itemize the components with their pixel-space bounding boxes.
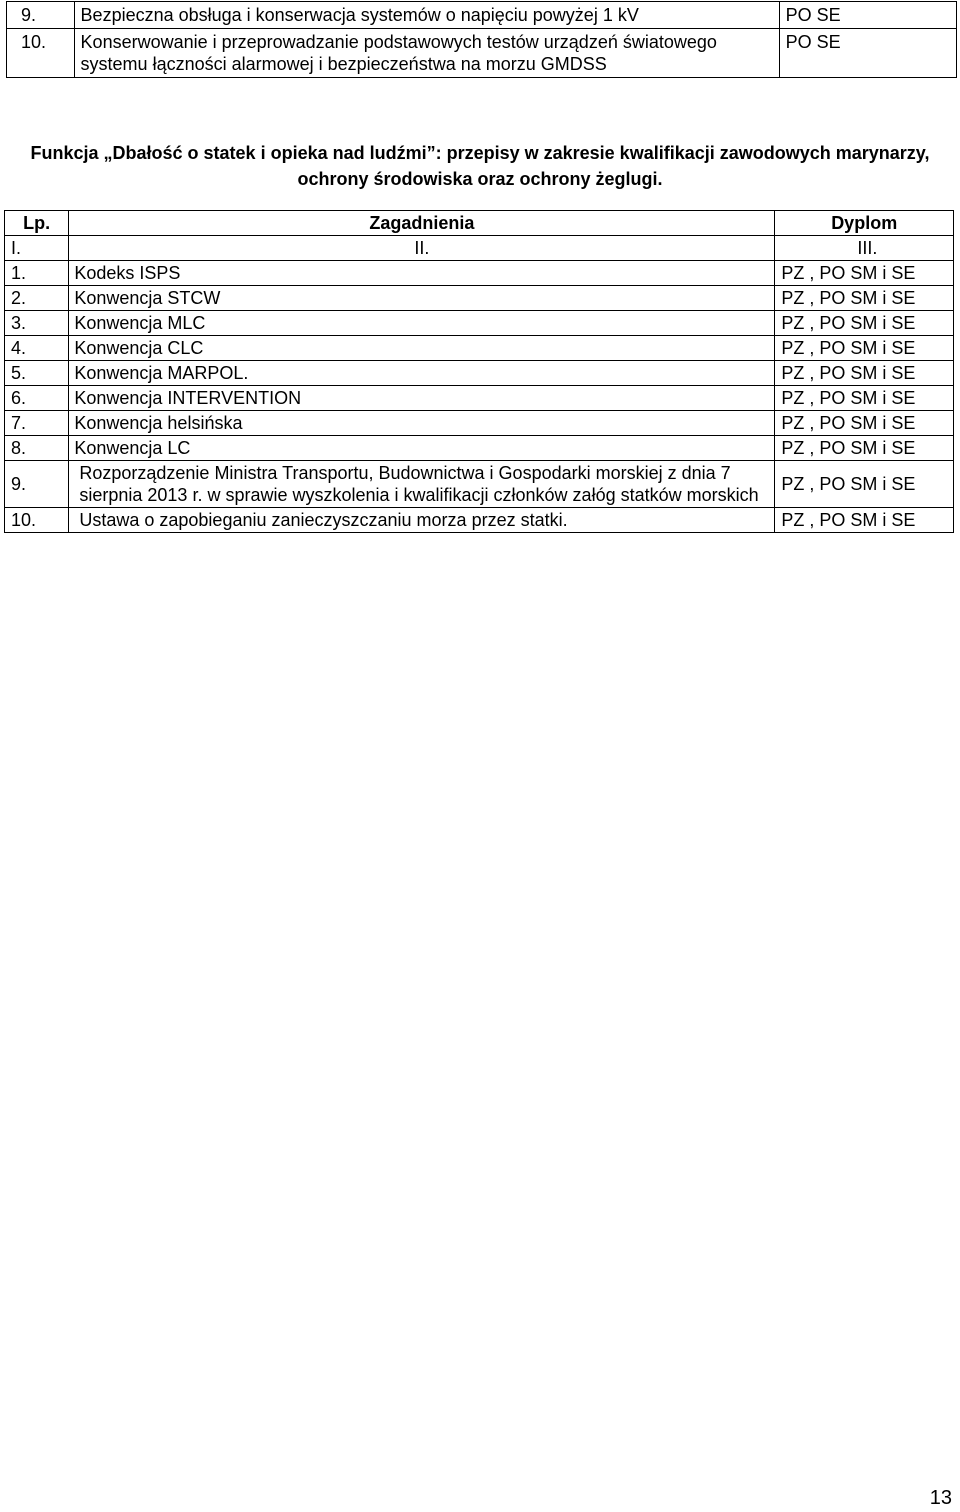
table-row	[5, 336, 954, 361]
row-diploma: PZ , PO SM i SE	[775, 311, 954, 336]
row-diploma: PZ , PO SM i SE	[775, 461, 954, 508]
row-number: 4.	[5, 336, 69, 361]
page-number: 13	[929, 1487, 952, 1509]
column-numbering-row	[5, 236, 954, 261]
table-row	[5, 411, 954, 436]
row-number: 3.	[5, 311, 69, 336]
row-diploma: PZ , PO SM i SE	[775, 386, 954, 411]
row-topic: Bezpieczna obsługa i konserwacja systemów o napięciu powyżej 1 kV	[74, 2, 779, 29]
row-diploma: PZ , PO SM i SE	[775, 361, 954, 386]
row-topic: Kodeks ISPS	[69, 261, 775, 286]
header-zagadnienia: Zagadnienia	[69, 211, 775, 236]
row-number: 10.	[7, 29, 75, 78]
table-row	[5, 286, 954, 311]
row-diploma: PZ , PO SM i SE	[775, 286, 954, 311]
row-diploma: PZ , PO SM i SE	[775, 508, 954, 533]
header-lp: Lp.	[5, 211, 69, 236]
row-diploma: PZ , PO SM i SE	[775, 261, 954, 286]
section-heading: Funkcja „Dbałość o statek i opieka nad ludźmi”: przepisy w zakresie kwalifikacji zawodowych marynarzy, ochrony środowiska oraz ochrony żeglugi.	[30, 143, 930, 189]
row-number: 7.	[5, 411, 69, 436]
table-row	[5, 361, 954, 386]
row-topic: Konserwowanie i przeprowadzanie podstawowych testów urządzeń światowego systemu łączności alarmowej i bezpieczeństwa na morzu GMDSS	[74, 29, 779, 78]
row-number: 9.	[7, 2, 75, 29]
row-topic: Konwencja MARPOL.	[69, 361, 775, 386]
row-topic: Rozporządzenie Ministra Transportu, Budownictwa i Gospodarki morskiej z dnia 7 sierpnia 2013 r. w sprawie wyszkolenia i kwalifikacji członków załóg statków morskich	[69, 461, 775, 508]
row-diploma: PZ , PO SM i SE	[775, 411, 954, 436]
row-topic: Konwencja LC	[69, 436, 775, 461]
table-row	[5, 436, 954, 461]
row-diploma: PZ , PO SM i SE	[775, 336, 954, 361]
row-topic: Konwencja INTERVENTION	[69, 386, 775, 411]
table-row	[5, 311, 954, 336]
column-number-1: I.	[5, 236, 69, 261]
table-row	[7, 29, 957, 78]
row-number: 5.	[5, 361, 69, 386]
row-diploma: PZ , PO SM i SE	[775, 436, 954, 461]
table-row	[5, 261, 954, 286]
row-number: 10.	[5, 508, 69, 533]
row-topic: Konwencja STCW	[69, 286, 775, 311]
row-number: 2.	[5, 286, 69, 311]
column-number-3: III.	[775, 236, 954, 261]
table-row	[5, 508, 954, 533]
table-row	[7, 2, 957, 29]
row-diploma: PO SE	[779, 2, 956, 29]
table-row	[5, 386, 954, 411]
row-topic: Konwencja CLC	[69, 336, 775, 361]
row-topic: Ustawa o zapobieganiu zanieczyszczaniu morza przez statki.	[69, 508, 775, 533]
column-number-2: II.	[69, 236, 775, 261]
row-number: 6.	[5, 386, 69, 411]
row-number: 9.	[5, 461, 69, 508]
continued-table	[6, 1, 957, 78]
row-number: 1.	[5, 261, 69, 286]
topics-table	[4, 210, 954, 533]
row-topic: Konwencja helsińska	[69, 411, 775, 436]
row-topic: Konwencja MLC	[69, 311, 775, 336]
header-dyplom: Dyplom	[775, 211, 954, 236]
table-header-row	[5, 211, 954, 236]
row-diploma: PO SE	[779, 29, 956, 78]
row-number: 8.	[5, 436, 69, 461]
table-row	[5, 461, 954, 508]
